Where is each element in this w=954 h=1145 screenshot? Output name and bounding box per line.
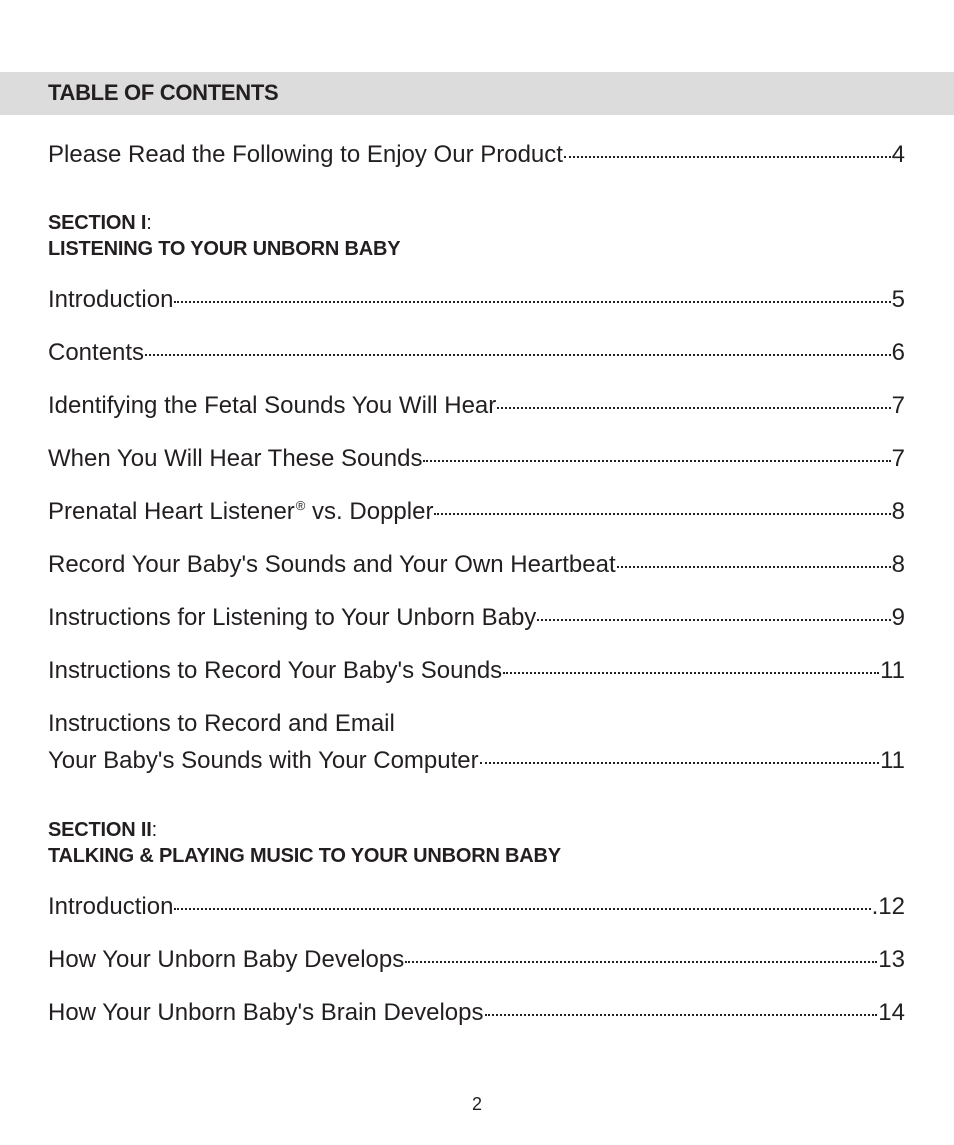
toc-entry-page: 11: [880, 747, 905, 774]
dot-leader: [617, 566, 891, 568]
page-title: TABLE OF CONTENTS: [48, 80, 279, 105]
toc-entry-page: 4: [891, 141, 905, 168]
toc-entry-label: Your Baby's Sounds with Your Computer: [48, 747, 479, 774]
toc-entry[interactable]: [48, 445, 905, 473]
dot-leader: [564, 156, 891, 158]
dot-leader: [423, 460, 890, 462]
toc-entry[interactable]: [48, 339, 905, 367]
toc-entry[interactable]: [48, 657, 905, 685]
toc-entry-page: 8: [891, 551, 905, 578]
toc-entry-label-line1[interactable]: Instructions to Record and Email: [48, 710, 395, 737]
dot-leader: [485, 1014, 878, 1016]
toc-entry-page: 7: [891, 392, 905, 419]
toc-entry[interactable]: [48, 286, 905, 314]
toc-entry-label: Record Your Baby's Sounds and Your Own Heartbeat: [48, 551, 616, 578]
toc-entry-page: 5: [891, 286, 905, 313]
toc-entry-label: Introduction: [48, 893, 174, 920]
page-number: 2: [471, 1094, 482, 1114]
toc-entry-page: 9: [891, 604, 905, 631]
dot-leader: [145, 354, 891, 356]
toc-entry[interactable]: [48, 893, 905, 921]
dot-leader: [497, 407, 890, 409]
toc-entry-page: .12: [871, 893, 905, 920]
section-title: LISTENING TO YOUR UNBORN BABY: [48, 238, 401, 260]
toc-entry-page: 7: [891, 445, 905, 472]
toc-entry[interactable]: [48, 392, 905, 420]
section-number: SECTION II: [48, 819, 152, 841]
toc-entry-page: 8: [891, 498, 905, 525]
toc-entry-label: How Your Unborn Baby Develops: [48, 946, 405, 973]
dot-leader: [537, 619, 890, 621]
toc-entry-label: Instructions to Record Your Baby's Sounds: [48, 657, 503, 684]
toc-entry-page: 6: [891, 339, 905, 366]
toc-entry-label-suffix: vs. Doppler: [305, 498, 434, 525]
toc-entry-page: 11: [880, 657, 905, 684]
toc-entry-label: When You Will Hear These Sounds: [48, 445, 423, 472]
toc-entry-label: Instructions for Listening to Your Unborn Baby: [48, 604, 537, 631]
section-number: SECTION I: [48, 212, 147, 234]
toc-entry[interactable]: [48, 498, 905, 526]
registered-mark: ®: [295, 498, 306, 513]
toc-entry-label: How Your Unborn Baby's Brain Develops: [48, 999, 484, 1026]
dot-leader: [434, 513, 890, 515]
toc-entry-label: [48, 498, 433, 526]
section-title: TALKING & PLAYING MUSIC TO YOUR UNBORN BABY: [48, 845, 561, 867]
toc-entry-label-main: Prenatal Heart Listener: [48, 498, 295, 525]
toc-entry[interactable]: [48, 999, 905, 1027]
toc-entry[interactable]: [48, 946, 905, 974]
dot-leader: [503, 672, 879, 674]
toc-entry[interactable]: [48, 747, 905, 775]
toc-entry[interactable]: [48, 141, 905, 169]
section-heading: [48, 210, 400, 262]
toc-entry[interactable]: [48, 551, 905, 579]
toc-entry-page: 14: [878, 999, 905, 1026]
toc-entry-label: Please Read the Following to Enjoy Our Product: [48, 141, 563, 168]
dot-leader: [174, 301, 890, 303]
dot-leader: [480, 762, 879, 764]
dot-leader: [174, 908, 870, 910]
section-colon: :: [146, 212, 152, 234]
toc-entry-label: Identifying the Fetal Sounds You Will Hear: [48, 392, 497, 419]
dot-leader: [405, 961, 877, 963]
section-heading: [48, 817, 561, 869]
toc-entry-label: Contents: [48, 339, 145, 366]
toc-entry-page: 13: [878, 946, 905, 973]
section-colon: :: [151, 819, 157, 841]
toc-entry-label: Introduction: [48, 286, 174, 313]
toc-entry[interactable]: [48, 604, 905, 632]
